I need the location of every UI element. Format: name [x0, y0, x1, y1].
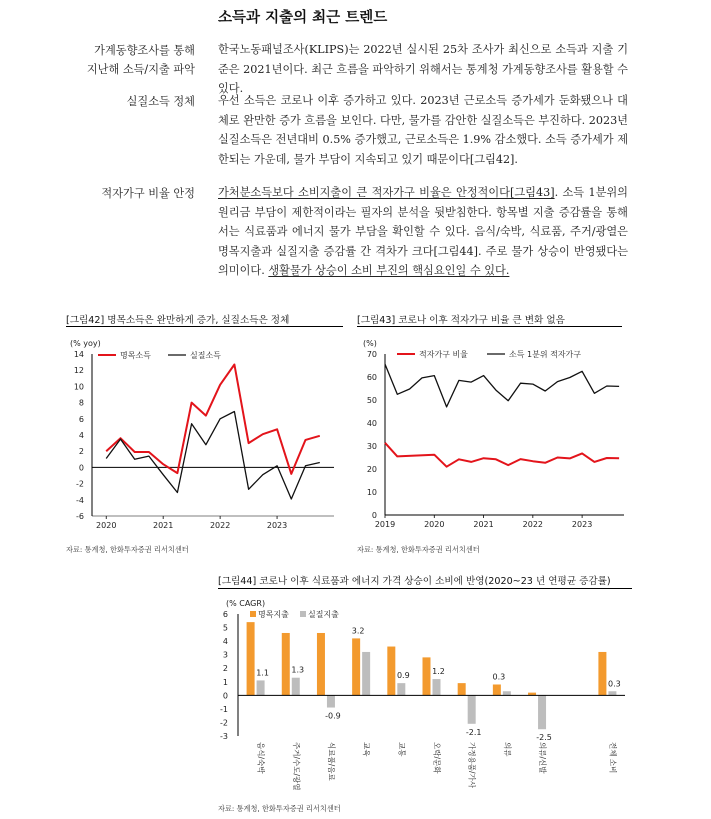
fig44-category-label: 의류/신발: [538, 742, 548, 774]
fig44-legend-label: 명목지출: [258, 610, 289, 619]
fig44-ytick: 1: [222, 677, 228, 687]
fig44-category-label: 의류: [502, 742, 512, 757]
fig43-source: 자료: 통계청, 한화투자증권 리서치센터: [357, 545, 480, 554]
fig44-bar-real: [468, 695, 476, 723]
fig43-series-line: [385, 364, 619, 407]
fig42-rule: [66, 326, 343, 327]
fig44-bar-nominal: [352, 638, 360, 695]
fig44-bar-real: [292, 678, 300, 696]
fig42-series-line: [106, 412, 320, 500]
fig44-ytick: 2: [222, 664, 228, 674]
fig43-xtick: 2019: [374, 520, 396, 529]
fig42-ytick: 6: [78, 414, 84, 424]
fig43-ytick: 30: [366, 442, 377, 451]
fig43-ytick: 70: [366, 350, 377, 359]
fig42-ytick: 0: [78, 463, 84, 473]
fig44-bar-nominal: [493, 684, 501, 695]
fig44-ytick: 5: [222, 623, 228, 633]
fig44-ytick: 4: [222, 637, 228, 647]
fig42-legend-label: 실질소득: [190, 351, 221, 360]
fig44-bar-real: [433, 679, 441, 695]
fig44-ytick: -1: [220, 704, 228, 714]
fig44-bar-nominal: [458, 683, 466, 695]
section-body-deficit: [218, 183, 628, 281]
fig44-bar-nominal: [282, 633, 290, 695]
fig43-ytick: 50: [366, 396, 377, 405]
fig43-legend-label: 적자가구 비율: [419, 350, 468, 359]
fig44-data-label: 0.3: [492, 672, 506, 682]
fig44-data-label: -2.5: [536, 733, 552, 743]
fig42-xtick: 2022: [209, 521, 231, 530]
section-label-real-income: 실질소득 정체: [126, 95, 195, 108]
fig42-title: [그림42] 명목소득은 완만하게 증가, 실질소득은 정체: [66, 315, 290, 326]
fig44-bar-real: [608, 691, 616, 695]
fig44-category-label: 교육: [362, 742, 372, 757]
fig42-ytick: -6: [76, 512, 84, 521]
fig43-ylabel: (%): [363, 339, 377, 348]
section-label-deficit: 적자가구 비율 안정: [101, 187, 195, 200]
fig44-category-label: 전체 소비: [608, 742, 618, 774]
fig42-xtick: 2023: [266, 521, 288, 530]
fig44-category-label: 식료품/음료: [326, 742, 336, 781]
fig44-source: 자료: 통계청, 한화투자증권 리서치센터: [218, 804, 341, 813]
fig43-ytick: 20: [366, 465, 377, 474]
fig42-xtick: 2020: [96, 521, 117, 530]
fig44-bar-real: [503, 691, 511, 695]
fig44-data-label: -0.9: [325, 711, 341, 721]
fig42-ytick: 14: [73, 350, 84, 359]
section-body-real-income: 우선 소득은 코로나 이후 증가하고 있다. 2023년 근로소득 증가세가 둔화됐으나 대체로 완만한 증가 흐름을 보인다. 다만, 물가를 감안한 실질소득은 부진하다. 2023년 실질소득은 전년대비 0.5% 증가했고, 근로소득은 1.9% 감소했다. 소득 증가세가 제한되는 가운데, 물가 부담이 지속되고 있기 때문이다[그림42].: [218, 94, 628, 166]
underlined-text-2: 생활물가 상승이 소비 부진의 핵심요인일 수 있다.: [268, 264, 510, 278]
fig43-xtick: 2021: [473, 520, 494, 529]
fig44-bar-nominal: [247, 622, 255, 695]
underlined-text-1: 가처분소득보다 소비지출이 큰 적자가구 비율은 안정적이다[그림43]: [218, 186, 555, 199]
fig43-legend-label: 소득 1분위 적자가구: [509, 350, 581, 359]
page-title: 소득과 지출의 최근 트렌드: [218, 10, 388, 26]
fig44-category-label: 음식/숙박: [256, 742, 266, 774]
fig44-data-label: 1.3: [291, 665, 305, 675]
fig43-title: [그림43] 코로나 이후 적자가구 비율 큰 변화 없음: [357, 315, 565, 326]
fig44-data-label: 0.3: [608, 679, 621, 689]
fig42-series-line: [106, 365, 320, 474]
fig42-legend-label: 명목소득: [120, 351, 151, 360]
fig44-data-label: -2.1: [465, 727, 482, 737]
fig44-ytick: -2: [220, 718, 228, 728]
fig43-series-line: [385, 443, 619, 467]
fig44-bar-nominal: [598, 652, 606, 695]
fig43-ytick: 10: [366, 488, 377, 497]
fig44-category-label: 가정용품/가사: [467, 742, 477, 788]
fig44-category-label: 교통: [397, 742, 407, 757]
fig44-bar-nominal: [317, 633, 325, 695]
fig43-rule: [357, 326, 622, 327]
fig44-ytick: 6: [222, 610, 228, 619]
fig42-ytick: 4: [78, 431, 84, 440]
fig44-ytick: 0: [222, 691, 228, 701]
fig43-ytick: 60: [366, 373, 377, 382]
fig43-xtick: 2023: [571, 520, 593, 529]
fig42-ylabel: (% yoy): [70, 339, 101, 348]
fig42-ytick: 8: [78, 398, 84, 408]
section-body-survey: 한국노동패널조사(KLIPS)는 2022년 실시된 25차 조사가 최신으로 소득과 지출 기준은 2021년이다. 최근 흐름을 파악하기 위해서는 통계청 가계동향조사를 활용할 수 있다.: [218, 43, 628, 96]
fig44-bar-real: [538, 695, 546, 729]
fig44-category-label: 오락/문화: [432, 742, 442, 774]
section-label-survey: 가계동향조사를 통해 지난해 소득/지출 파악: [86, 44, 195, 76]
fig44-data-label: 0.9: [396, 671, 410, 681]
fig44-data-label: 3.2: [351, 626, 365, 636]
fig44-bar-nominal: [387, 647, 395, 696]
fig44-bar-real: [362, 652, 370, 695]
fig43-ytick: 0: [371, 511, 377, 520]
fig43-ytick: 40: [366, 419, 377, 428]
fig44-category-label: 주거/수도/광열: [291, 742, 301, 791]
fig42-source: 자료: 통계청, 한화투자증권 리서치센터: [66, 545, 189, 554]
fig44-ytick: -3: [220, 732, 228, 741]
fig44-bar-real: [257, 680, 265, 695]
fig44-ytick: 3: [222, 650, 228, 660]
fig42-ytick: 10: [73, 382, 84, 392]
fig44-bar-real: [327, 695, 335, 707]
fig42-ytick: 12: [73, 366, 84, 376]
fig44-title: [그림44] 코로나 이후 식료품과 에너지 가격 상승이 소비에 반영(2020~23 년 연평균 증감률): [218, 576, 611, 587]
fig42-ytick: -4: [76, 495, 84, 505]
fig44-data-label: 1.2: [432, 667, 445, 677]
fig43-xtick: 2022: [522, 520, 544, 529]
fig44-data-label: 1.1: [256, 668, 269, 678]
fig42-ytick: 2: [78, 447, 84, 457]
fig44-bar-nominal: [528, 693, 536, 696]
fig42-xtick: 2021: [152, 521, 174, 530]
body-text-mid: . 소득 1분위의 원리금 부담이 제한적이라는 필자의 분석을 뒷받침한다. 항목별 지출 증감률을 통해서는 식료품과 에너지 물가 부담을 확인할 수 있다. 음식/숙박, 식료품, 주거/광열은 명목지출과 실질지출 증감률 간 격차가 크다[그림44]. 주로 물가 상승이 반영됐다는 의미이다.: [218, 186, 628, 278]
fig44-legend-label: 실질지출: [308, 610, 339, 619]
fig42-ytick: -2: [76, 479, 84, 489]
fig44-rule: [218, 588, 632, 589]
fig44-ylabel: (% CAGR): [226, 599, 266, 608]
fig44-bar-real: [397, 683, 405, 695]
fig44-bar-nominal: [423, 657, 431, 695]
fig44-legend-swatch: [300, 611, 306, 617]
fig44-legend-swatch: [250, 611, 256, 617]
fig43-xtick: 2020: [424, 520, 445, 529]
